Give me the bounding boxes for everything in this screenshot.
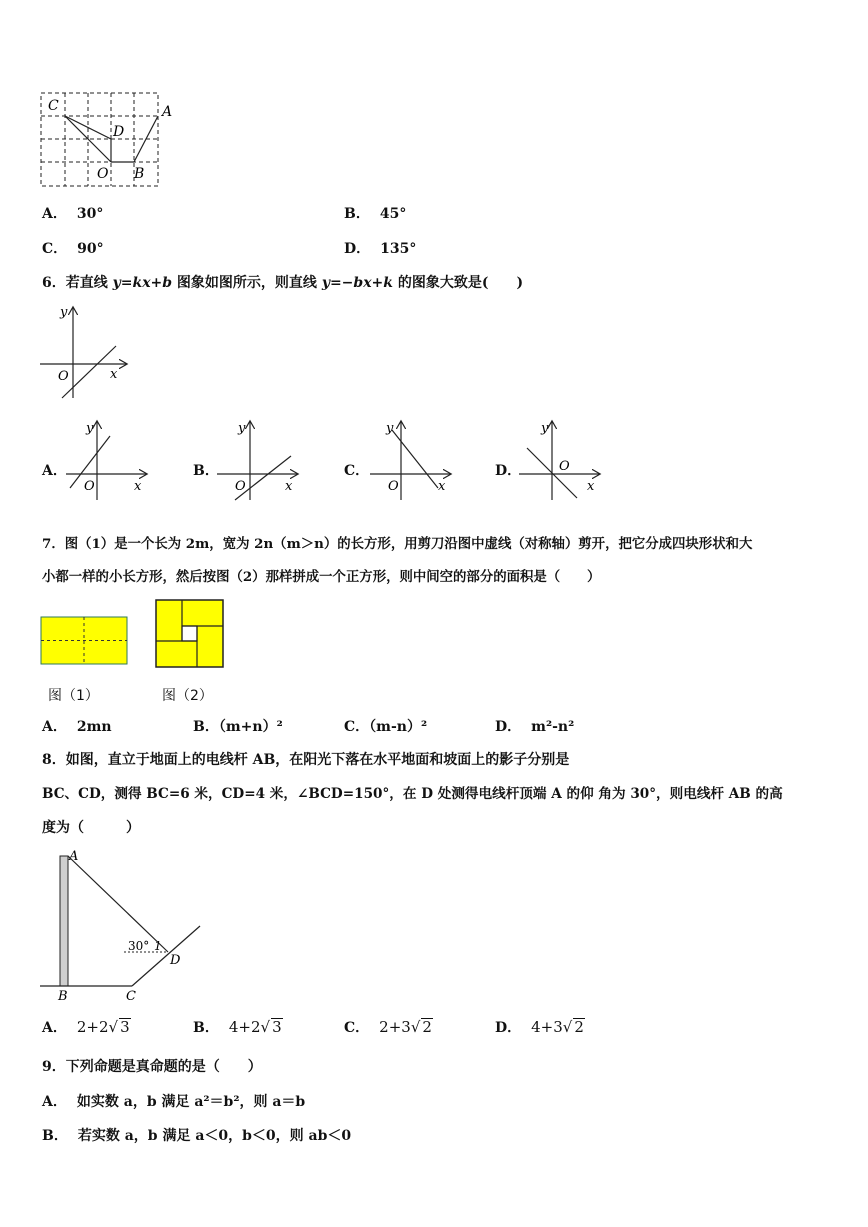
- option-label: D．: [495, 1020, 522, 1036]
- option-label: A．: [42, 719, 67, 735]
- stem-text: 图象如图所示，则直线: [172, 275, 322, 291]
- option-label: B．: [193, 463, 219, 479]
- q8-stem-line2: BC、CD，测得 BC=6 米，CD=4 米，∠BCD=150°，在 D 处测得电线杆顶端 A 的仰 角为 30°，则电线杆 AB 的高: [42, 786, 783, 802]
- q6-given-graph: [36, 302, 136, 402]
- q5-label-b: B: [134, 166, 145, 182]
- axis-y-label: y: [541, 421, 549, 436]
- radicand: 2: [574, 1018, 584, 1036]
- q7-figure-2-caption: 图（2）: [162, 688, 213, 704]
- option-text: 4+2: [228, 1018, 261, 1036]
- q5-label-d: D: [113, 124, 125, 140]
- q8-label-d: D: [170, 953, 181, 968]
- origin-label: O: [58, 369, 69, 384]
- q7-option-d[interactable]: [495, 717, 574, 737]
- option-text: 30°: [76, 206, 104, 222]
- option-label: C．: [344, 1020, 370, 1036]
- origin-label: O: [559, 459, 570, 474]
- option-text: 45°: [379, 206, 407, 222]
- equation-2: y=−bx+k: [321, 275, 393, 291]
- option-label: A．: [42, 463, 67, 479]
- radicand: 3: [272, 1018, 282, 1036]
- q5-grid-figure: [36, 90, 176, 190]
- q5-option-a[interactable]: [42, 204, 103, 224]
- sqrt-sign: √: [410, 1018, 421, 1036]
- q6-option-d-graph[interactable]: [515, 418, 607, 502]
- q8-label-b: B: [58, 989, 68, 1004]
- q7-option-a[interactable]: [42, 717, 112, 737]
- q8-angle-mark: 1: [154, 939, 162, 953]
- q5-label-o: O: [97, 166, 109, 182]
- sqrt-sign: √: [260, 1018, 271, 1036]
- q7-option-b[interactable]: [193, 717, 283, 737]
- stem-text: 若直线: [65, 275, 113, 291]
- radicand: 3: [120, 1018, 130, 1036]
- axis-x-label: x: [587, 479, 595, 494]
- q7-option-c[interactable]: [344, 717, 427, 737]
- q5-label-a: A: [162, 104, 173, 120]
- q8-option-a[interactable]: [42, 1017, 131, 1038]
- option-label: A．: [42, 1020, 67, 1036]
- option-text: m²-n²: [531, 719, 575, 735]
- option-text: 2mn: [76, 719, 112, 735]
- option-label: D．: [344, 241, 371, 257]
- q5-label-c: C: [48, 98, 59, 114]
- q7-figure-1: [40, 616, 130, 666]
- q9-option-a[interactable]: [42, 1092, 305, 1112]
- option-label: A．: [42, 206, 67, 222]
- axis-y-label: y: [86, 421, 94, 436]
- q6-stem: [42, 273, 523, 293]
- q5-option-b[interactable]: [344, 204, 406, 224]
- option-label: A．: [42, 1094, 67, 1110]
- origin-label: O: [84, 479, 95, 494]
- option-label: B．: [344, 206, 370, 222]
- q8-stem-line1: 8．如图，直立于地面上的电线杆 AB，在阳光下落在水平地面和坡面上的影子分别是: [42, 752, 570, 768]
- q8-option-d[interactable]: [495, 1017, 585, 1038]
- q8-stem-line3: 度为（ ）: [42, 820, 140, 836]
- axis-y-label: y: [386, 421, 394, 436]
- option-text: 135°: [380, 241, 417, 257]
- q8-angle-label: 30°: [128, 939, 150, 953]
- option-label: C．: [42, 241, 68, 257]
- q9-stem: 9．下列命题是真命题的是（ ）: [42, 1059, 262, 1075]
- origin-label: O: [235, 479, 246, 494]
- q7-figure-1-caption: 图（1）: [48, 688, 99, 704]
- option-label: B．: [42, 1128, 68, 1144]
- q5-option-c[interactable]: [42, 239, 104, 259]
- option-label: C．: [344, 463, 370, 479]
- question-number: 6．: [42, 275, 66, 291]
- q8-option-b[interactable]: [193, 1017, 283, 1038]
- option-text: 若实数 a，b 满足 a＜0，b＜0，则 ab＜0: [77, 1128, 352, 1144]
- q8-label-a: A: [69, 849, 79, 864]
- option-label: D．: [495, 463, 522, 479]
- option-label: D．: [495, 719, 522, 735]
- option-text: （m+n）²: [218, 719, 283, 735]
- option-text: 如实数 a，b 满足 a²＝b²，则 a＝b: [76, 1094, 306, 1110]
- q6-option-a-graph[interactable]: [62, 418, 154, 502]
- axis-x-label: x: [110, 367, 118, 382]
- option-text: 2+2: [76, 1018, 109, 1036]
- option-text: （m-n）²: [369, 719, 428, 735]
- axis-x-label: x: [285, 479, 293, 494]
- option-text: 90°: [77, 241, 104, 257]
- q7-figure-2: [155, 599, 225, 669]
- axis-y-label: y: [60, 305, 68, 320]
- option-text: 2+3: [379, 1018, 411, 1036]
- equation-1: y=kx+b: [112, 275, 173, 291]
- q9-option-b[interactable]: [42, 1126, 351, 1146]
- q8-label-c: C: [126, 989, 136, 1004]
- axis-y-label: y: [238, 421, 246, 436]
- origin-label: O: [388, 479, 399, 494]
- q5-option-d[interactable]: [344, 239, 416, 259]
- option-text: 4+3: [531, 1018, 563, 1036]
- option-label: B．: [193, 719, 219, 735]
- option-label: C．: [344, 719, 370, 735]
- axis-x-label: x: [134, 479, 142, 494]
- sqrt-sign: √: [108, 1018, 119, 1036]
- sqrt-sign: √: [562, 1018, 573, 1036]
- q8-figure: [36, 848, 216, 1006]
- q8-option-c[interactable]: [344, 1017, 433, 1038]
- axis-x-label: x: [438, 479, 446, 494]
- q7-stem-line2: 小都一样的小长方形，然后按图（2）那样拼成一个正方形，则中间空的部分的面积是（ ）: [42, 569, 601, 585]
- q6-option-c-graph[interactable]: [366, 418, 458, 502]
- q7-stem-line1: 7．图（1）是一个长为 2m，宽为 2n（m＞n）的长方形，用剪刀沿图中虚线（对称轴）剪开，把它分成四块形状和大: [42, 536, 753, 552]
- q6-option-b-graph[interactable]: [213, 418, 305, 502]
- option-label: B．: [193, 1020, 219, 1036]
- radicand: 2: [422, 1018, 432, 1036]
- stem-text: 的图象大致是( ): [392, 275, 524, 291]
